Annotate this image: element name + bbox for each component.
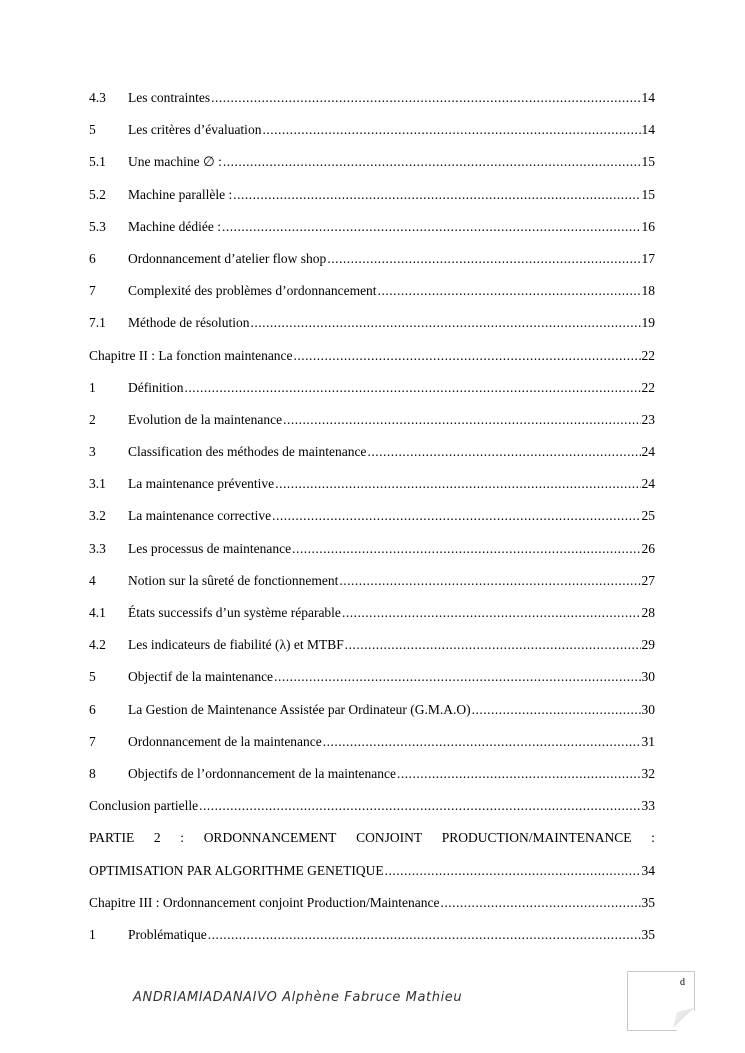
toc-entry-number: 5.1 <box>89 154 106 170</box>
toc-entry-title: Evolution de la maintenance <box>128 411 283 427</box>
toc-entry-number: 3.1 <box>89 476 106 492</box>
toc-entry-page: 25 <box>641 508 655 524</box>
toc-entry[interactable] <box>89 925 655 957</box>
partie-word: : <box>651 830 655 846</box>
partie-word: 2 <box>153 830 161 846</box>
dot-leader <box>378 281 641 301</box>
toc-entry[interactable] <box>89 539 655 571</box>
dot-leader <box>339 571 640 591</box>
toc-partie-entry <box>89 828 655 880</box>
toc-entry-page: 14 <box>641 90 655 105</box>
partie-title-line2: OPTIMISATION PAR ALGORITHME GENETIQUE <box>89 862 384 878</box>
toc-entry-number: 4 <box>89 572 96 588</box>
toc-entry-title: Objectif de la maintenance <box>128 669 274 685</box>
toc-entry-title: Complexité des problèmes d’ordonnancement <box>128 283 377 299</box>
toc-entry[interactable] <box>89 88 655 120</box>
page-label: d <box>680 977 685 988</box>
toc-entry-page: 22 <box>641 347 655 363</box>
partie-page-number: 34 <box>641 862 655 878</box>
toc-entry-title: Chapitre II : La fonction maintenance <box>89 347 293 363</box>
dot-leader <box>441 893 641 913</box>
toc-entry-page: 27 <box>641 572 655 588</box>
toc-entry[interactable] <box>89 410 655 442</box>
dot-leader <box>211 88 640 108</box>
toc-entry-page: 14 <box>641 122 655 138</box>
partie-line2 <box>89 861 655 881</box>
dot-leader <box>275 474 640 494</box>
dot-leader <box>323 732 641 752</box>
toc-entry-title: États successifs d’un système réparable <box>128 605 341 620</box>
toc-entry[interactable] <box>89 635 655 667</box>
dot-leader <box>222 217 641 237</box>
toc-entry-number: 5 <box>89 669 96 685</box>
toc-entry[interactable] <box>89 217 655 249</box>
partie-word: CONJOINT <box>356 830 423 846</box>
toc-entry-title: Ordonnancement de la maintenance <box>128 733 322 749</box>
toc-entry-number: 5.2 <box>89 186 106 202</box>
toc-entry[interactable] <box>89 313 655 345</box>
toc-entry-page: 16 <box>641 218 655 234</box>
dot-leader <box>274 667 640 687</box>
toc-entry[interactable] <box>89 893 655 925</box>
toc-entries <box>89 88 655 828</box>
dot-leader <box>327 249 640 269</box>
toc-entry-number: 3.3 <box>89 540 106 556</box>
toc-entry-title: Une machine ∅ : <box>128 154 222 170</box>
toc-entry-title: Les critères d’évaluation <box>128 122 262 138</box>
partie-word: PARTIE <box>89 830 135 846</box>
toc-entry-page: 18 <box>641 283 655 299</box>
dot-leader <box>292 539 640 559</box>
toc-entry-number: 4.2 <box>89 637 106 653</box>
toc-entry-title: Les indicateurs de fiabilité (λ) et MTBF <box>128 637 344 653</box>
toc-entry-number: 5.3 <box>89 218 106 234</box>
dot-leader <box>397 764 640 784</box>
partie-word: PRODUCTION/MAINTENANCE <box>441 830 632 846</box>
toc-entry-page: 24 <box>641 476 655 492</box>
toc-entry-page: 22 <box>641 379 655 395</box>
partie-word: : <box>180 830 185 846</box>
toc-entry-number: 6 <box>89 701 96 717</box>
table-of-contents <box>89 88 655 957</box>
toc-entry-page: 32 <box>641 765 655 781</box>
toc-entry-number: 3.2 <box>89 508 106 524</box>
toc-entry[interactable] <box>89 152 655 184</box>
toc-entry-page: 15 <box>641 186 655 202</box>
toc-entry[interactable] <box>89 378 655 410</box>
toc-entry-number: 2 <box>89 411 96 427</box>
toc-entry-number: 6 <box>89 250 96 266</box>
toc-entry[interactable] <box>89 442 655 474</box>
toc-entry-page: 35 <box>641 894 655 910</box>
toc-entry-title: La Gestion de Maintenance Assistée par Ordinateur (G.M.A.O) <box>128 701 471 717</box>
toc-entry[interactable] <box>89 281 655 313</box>
partie-word: ORDONNANCEMENT <box>203 830 337 846</box>
toc-entry-page: 23 <box>641 411 655 427</box>
toc-entry-page: 30 <box>641 669 655 685</box>
dot-leader <box>199 796 640 816</box>
toc-entry-page: 35 <box>641 926 655 942</box>
toc-entry[interactable] <box>89 732 655 764</box>
toc-entry[interactable] <box>89 185 655 217</box>
toc-entry-page: 17 <box>641 250 655 266</box>
toc-entry[interactable] <box>89 667 655 699</box>
toc-entry-number: 7.1 <box>89 315 106 331</box>
toc-entry[interactable] <box>89 571 655 603</box>
toc-entry-page: 24 <box>641 444 655 460</box>
toc-entry[interactable] <box>89 603 655 635</box>
dot-leader <box>342 603 641 623</box>
toc-entry-title: Méthode de résolution <box>128 315 250 331</box>
toc-entry-number: 8 <box>89 765 96 781</box>
dot-leader <box>208 925 641 945</box>
toc-entry-page: 26 <box>641 540 655 556</box>
toc-entry-page: 33 <box>641 798 655 814</box>
dot-leader <box>385 861 641 881</box>
toc-entry[interactable] <box>89 120 655 152</box>
toc-entry-title: Objectifs de l’ordonnancement de la maintenance <box>128 765 397 781</box>
dot-leader <box>262 120 640 140</box>
toc-entry-number: 1 <box>89 379 96 395</box>
toc-entry-page: 30 <box>641 701 655 717</box>
toc-entry[interactable] <box>89 764 655 796</box>
toc-entry[interactable] <box>89 506 655 538</box>
toc-entry[interactable] <box>89 796 655 828</box>
toc-entry-title: Ordonnancement d’atelier flow shop <box>128 250 327 266</box>
toc-entry-number: 1 <box>89 926 96 942</box>
toc-entry-title: Conclusion partielle <box>89 798 199 814</box>
toc-entry-title: Classification des méthodes de maintenance <box>128 444 367 460</box>
dot-leader <box>367 442 640 462</box>
toc-entry-title: Notion sur la sûreté de fonctionnement <box>128 572 339 588</box>
partie-line1 <box>89 828 655 860</box>
toc-entry-number: 7 <box>89 283 96 299</box>
dot-leader <box>472 700 641 720</box>
toc-entry[interactable] <box>89 700 655 732</box>
toc-entry-page: 29 <box>641 637 655 653</box>
dot-leader <box>345 635 641 655</box>
toc-entry-title: La maintenance préventive <box>128 476 275 492</box>
toc-entry[interactable] <box>89 249 655 281</box>
dot-leader <box>185 378 641 398</box>
dot-leader <box>223 152 641 172</box>
toc-entry-title: Les contraintes <box>128 90 211 105</box>
toc-entries-after <box>89 893 655 957</box>
toc-entry-page: 19 <box>641 315 655 331</box>
dot-leader <box>283 410 640 430</box>
toc-entry-page: 31 <box>641 733 655 749</box>
dot-leader <box>272 506 640 526</box>
dot-leader <box>233 185 640 205</box>
dot-leader <box>294 346 641 366</box>
toc-entry-number: 3 <box>89 444 96 460</box>
toc-entry-title: Problématique <box>128 926 207 942</box>
toc-entry-title: Définition <box>128 379 184 395</box>
toc-entry[interactable] <box>89 474 655 506</box>
toc-entry-page: 28 <box>641 605 655 620</box>
toc-entry-number: 7 <box>89 733 96 749</box>
toc-entry-title: Machine dédiée : <box>128 218 221 234</box>
toc-entry-page: 15 <box>641 154 655 170</box>
author-footer: ANDRIAMIADANAIVO Alphène Fabruce Mathieu <box>133 990 463 1005</box>
toc-entry-number: 4.1 <box>89 605 106 620</box>
toc-entry-title: Chapitre III : Ordonnancement conjoint Production/Maintenance <box>89 894 440 910</box>
toc-entry[interactable] <box>89 346 655 378</box>
toc-entry-number: 5 <box>89 122 96 138</box>
toc-entry-title: Machine parallèle : <box>128 186 233 202</box>
dot-leader <box>250 313 640 333</box>
toc-entry-title: La maintenance corrective <box>128 508 272 524</box>
toc-entry-number: 4.3 <box>89 90 106 105</box>
toc-entry-title: Les processus de maintenance <box>128 540 292 556</box>
